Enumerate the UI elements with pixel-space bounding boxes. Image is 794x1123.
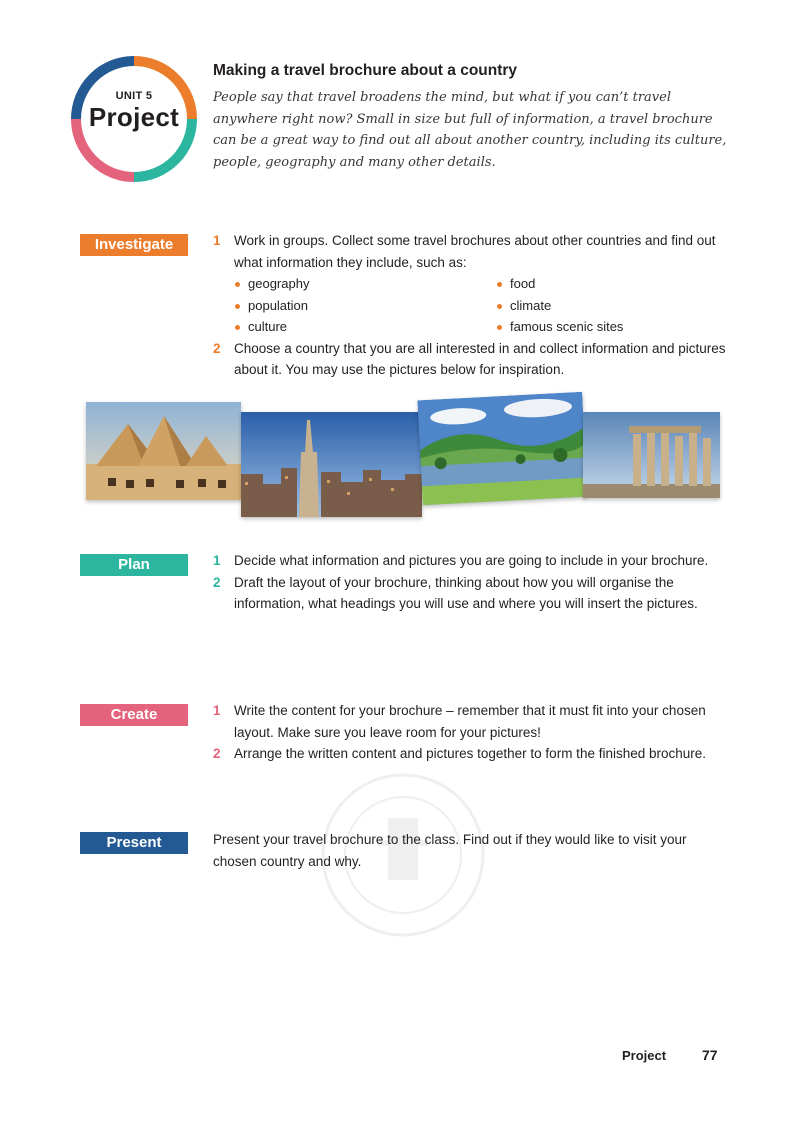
section-label-present: Present bbox=[80, 832, 188, 854]
list-item: famous scenic sites bbox=[496, 316, 736, 338]
photo-ancient-columns bbox=[583, 412, 720, 498]
unit-type-label: Project bbox=[88, 102, 180, 132]
intro-paragraph: People say that travel broadens the mind, but what if you can’t travel anywhere right now? Small in size but full of information, a travel brochure can be a great way to find out all about another country, including its culture, people, geography and many other details. bbox=[213, 90, 727, 170]
plan-steps bbox=[213, 550, 733, 615]
list-item: food bbox=[496, 273, 736, 295]
step-text: Choose a country that you are all interested in and collect information and pictures about it. You may use the pictures below for inspiration. bbox=[234, 340, 726, 377]
photo-pyramids bbox=[86, 402, 241, 500]
step-number: 1 bbox=[213, 703, 221, 718]
list-item: population bbox=[234, 295, 496, 317]
photo-lake-landscape bbox=[417, 392, 587, 505]
create-step-2 bbox=[213, 743, 733, 765]
section-label-create: Create bbox=[80, 704, 188, 726]
list-item: culture bbox=[234, 316, 496, 338]
list-item: geography bbox=[234, 273, 496, 295]
info-type-list bbox=[234, 273, 733, 338]
investigate-step-1 bbox=[213, 230, 733, 273]
step-text: Arrange the written content and pictures together to form the finished brochure. bbox=[234, 746, 707, 761]
section-label-investigate: Investigate bbox=[80, 234, 188, 256]
page-number: 77 bbox=[702, 1047, 718, 1063]
step-number: 2 bbox=[213, 746, 221, 761]
plan-step-1 bbox=[213, 550, 733, 572]
step-text: Write the content for your brochure – remember that it must fit into your chosen layout. Make sure you leave room for your pictures! bbox=[234, 703, 706, 740]
investigate-step-2 bbox=[213, 338, 733, 381]
present-instructions: Present your travel brochure to the class. Find out if they would like to visit your chosen country and why. bbox=[213, 832, 687, 869]
unit-number: UNIT 5 bbox=[115, 90, 153, 102]
investigate-steps bbox=[213, 230, 733, 381]
step-number: 2 bbox=[213, 574, 221, 590]
plan-step-2 bbox=[213, 572, 733, 615]
step-text: Work in groups. Collect some travel brochures about other countries and find out what information they include, such as: bbox=[234, 233, 716, 270]
page-title: Making a travel brochure about a country bbox=[213, 62, 518, 79]
photo-city-skyline bbox=[241, 412, 422, 517]
step-text: Decide what information and pictures you are going to include in your brochure. bbox=[234, 553, 709, 568]
section-label-plan: Plan bbox=[80, 554, 188, 576]
step-text: Draft the layout of your brochure, thinking about how you will organise the information, what headings you will use and where you will insert the pictures. bbox=[234, 574, 698, 611]
step-number: 2 bbox=[213, 340, 221, 356]
list-item: climate bbox=[496, 295, 736, 317]
step-number: 1 bbox=[213, 233, 221, 248]
create-step-1 bbox=[213, 700, 733, 743]
unit-badge bbox=[70, 55, 198, 183]
footer-section-name: Project bbox=[622, 1048, 667, 1063]
create-steps bbox=[213, 700, 733, 765]
step-number: 1 bbox=[213, 553, 221, 568]
